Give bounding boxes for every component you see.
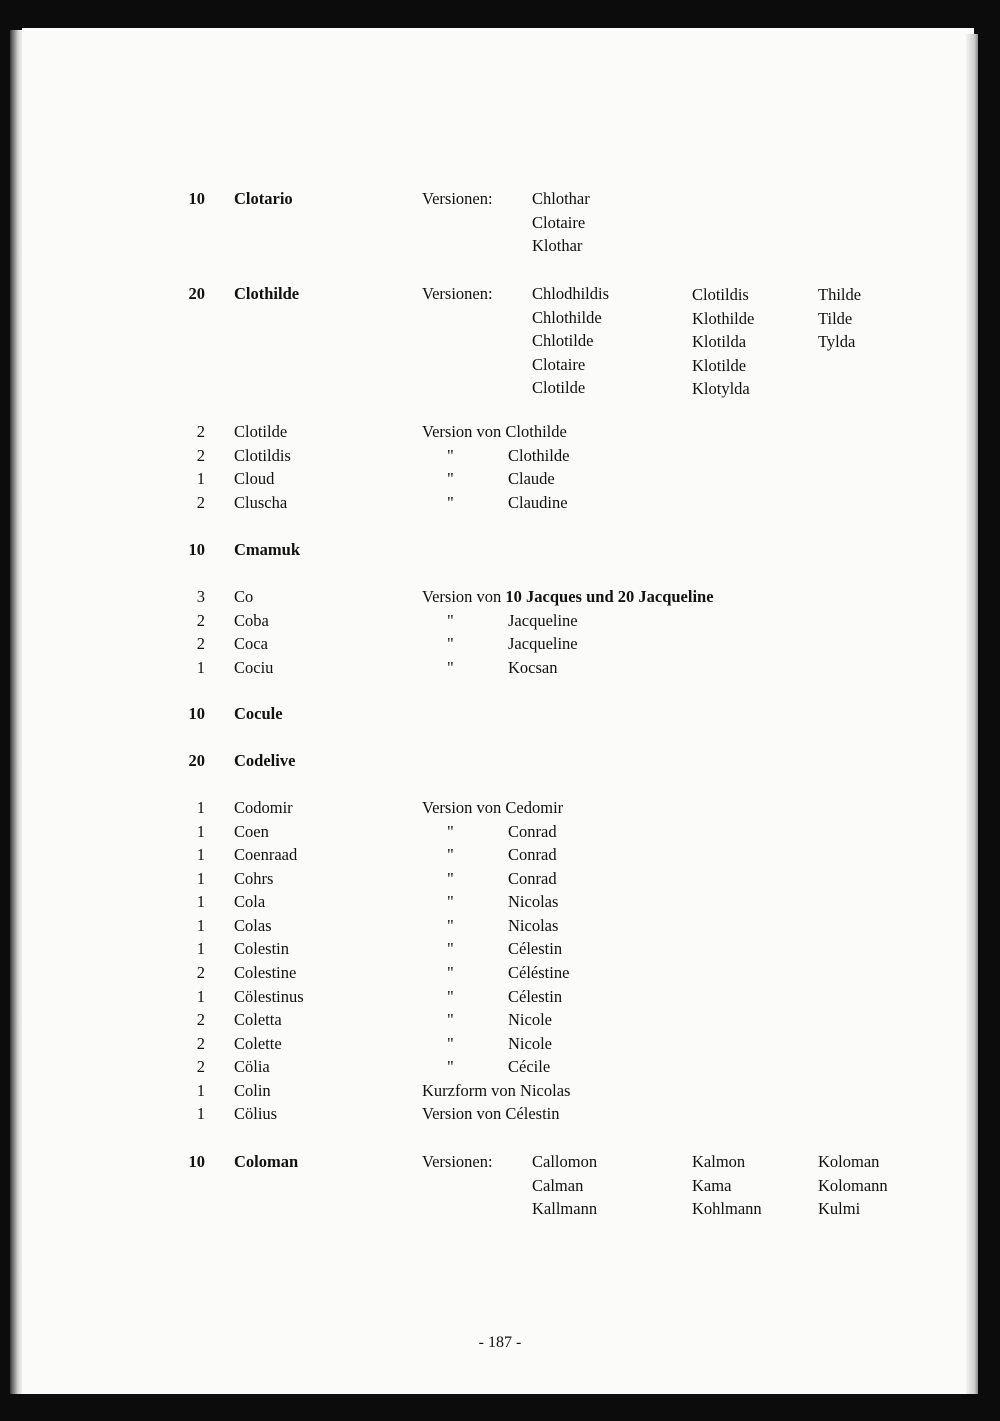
version-target: Jacqueline xyxy=(508,634,578,653)
entry-name: Cmamuk xyxy=(234,540,301,559)
page-edge-right xyxy=(966,34,978,1394)
variant-name: Klotylda xyxy=(692,379,750,398)
variant-name: Calman xyxy=(532,1175,584,1195)
entry-count: 1 xyxy=(196,869,205,888)
variant-name: Koloman xyxy=(818,1152,880,1171)
entry-name: Colestine xyxy=(234,963,297,982)
variant-name: Klothilde xyxy=(692,308,755,328)
variant-name: Clotaire xyxy=(532,212,586,232)
entry-name: Cohrs xyxy=(234,869,274,888)
entry-count: 10 xyxy=(188,540,205,559)
entry-count: 20 xyxy=(188,284,205,303)
variant-name: Clotaire xyxy=(532,354,586,374)
entry-name: Colin xyxy=(234,1081,271,1100)
entry-count: 2 xyxy=(196,1010,205,1029)
ditto-mark: " xyxy=(447,916,454,935)
entry-count: 1 xyxy=(196,798,205,817)
ditto-mark: " xyxy=(447,1034,454,1053)
variant-name: Klothar xyxy=(532,236,583,255)
entry-note: Version von Célestin xyxy=(422,1104,560,1123)
version-target: Conrad xyxy=(508,822,557,841)
entry-name: Codomir xyxy=(234,798,293,817)
entry-name: Cola xyxy=(234,892,266,911)
entry-name: Coenraad xyxy=(234,845,298,864)
variant-name: Kama xyxy=(692,1175,732,1195)
entry-note-prefix: Version von xyxy=(422,587,506,606)
entry-note: Version von Cedomir xyxy=(422,798,564,817)
versions-label: Versionen: xyxy=(422,1152,493,1171)
entry-name: Cölestinus xyxy=(234,987,304,1006)
version-target: Nicolas xyxy=(508,892,559,911)
variant-name: Klotilda xyxy=(692,332,747,351)
version-target: Célestin xyxy=(508,939,563,958)
entry-count: 1 xyxy=(196,658,205,677)
variant-name: Kolomann xyxy=(818,1175,888,1195)
version-target: Célestin xyxy=(508,987,563,1006)
entry-name: Cociu xyxy=(234,658,274,677)
version-target: Claudine xyxy=(508,493,568,512)
entry-name: Coloman xyxy=(234,1152,299,1171)
version-target: Conrad xyxy=(508,845,557,864)
variant-name: Chlodhildis xyxy=(532,284,610,303)
ditto-mark: " xyxy=(447,1057,454,1076)
variant-name: Callomon xyxy=(532,1152,598,1171)
entry-count: 1 xyxy=(196,469,205,488)
version-target: Jacqueline xyxy=(508,611,578,630)
variant-name: Clotilde xyxy=(532,378,586,397)
entry-count: 2 xyxy=(196,446,205,465)
entry-count: 2 xyxy=(196,634,205,653)
ditto-mark: " xyxy=(447,892,454,911)
entry-name: Colette xyxy=(234,1034,282,1053)
entry-count: 1 xyxy=(196,892,205,911)
variant-name: Thilde xyxy=(818,285,862,304)
ditto-mark: " xyxy=(447,845,454,864)
entry-count: 1 xyxy=(196,987,205,1006)
entry-count: 1 xyxy=(196,822,205,841)
entry-name: Coen xyxy=(234,822,269,841)
version-target: Nicole xyxy=(508,1034,552,1053)
variant-name: Kalmon xyxy=(692,1152,746,1171)
variant-name: Tylda xyxy=(818,332,856,351)
entry-count: 2 xyxy=(196,963,205,982)
ditto-mark: " xyxy=(447,869,454,888)
ditto-mark: " xyxy=(447,611,454,630)
entry-count: 1 xyxy=(196,1081,205,1100)
entry-count: 1 xyxy=(196,939,205,958)
variant-name: Chlotilde xyxy=(532,331,594,350)
entry-name: Colas xyxy=(234,916,272,935)
entry-name: Coletta xyxy=(234,1010,282,1029)
versions-label: Versionen: xyxy=(422,189,493,208)
version-target: Claude xyxy=(508,469,555,488)
entry-count: 3 xyxy=(196,587,205,606)
variant-name: Kallmann xyxy=(532,1199,598,1218)
ditto-mark: " xyxy=(447,658,454,677)
entry-count: 2 xyxy=(196,611,205,630)
entry-note-reference: 10 Jacques und 20 Jacqueline xyxy=(505,587,714,606)
entry-name: Colestin xyxy=(234,939,290,958)
entry-count: 2 xyxy=(196,1057,205,1076)
version-target: Céléstine xyxy=(508,963,570,982)
variant-name: Chlothilde xyxy=(532,307,602,327)
entry-name: Cluscha xyxy=(234,493,288,512)
ditto-mark: " xyxy=(447,446,454,465)
versions-label: Versionen: xyxy=(422,284,493,303)
entry-name: Cölia xyxy=(234,1057,270,1076)
variant-name: Kohlmann xyxy=(692,1199,762,1218)
entry-count: 1 xyxy=(196,916,205,935)
variant-name: Tilde xyxy=(818,308,853,328)
entry-note: Kurzform von Nicolas xyxy=(422,1081,571,1100)
entry-note: Version von Clothilde xyxy=(422,422,567,441)
version-target: Kocsan xyxy=(508,658,558,677)
entry-name: Co xyxy=(234,587,254,606)
entry-name: Clothilde xyxy=(234,284,300,303)
ditto-mark: " xyxy=(447,963,454,982)
entry-name: Codelive xyxy=(234,751,296,770)
ditto-mark: " xyxy=(447,634,454,653)
variant-name: Chlothar xyxy=(532,189,590,208)
ditto-mark: " xyxy=(447,1010,454,1029)
version-target: Nicole xyxy=(508,1010,552,1029)
entry-note xyxy=(422,585,714,609)
entry-count: 1 xyxy=(196,845,205,864)
version-target: Nicolas xyxy=(508,916,559,935)
ditto-mark: " xyxy=(447,987,454,1006)
ditto-mark: " xyxy=(447,493,454,512)
page-number: - 187 - xyxy=(478,1334,522,1351)
ditto-mark: " xyxy=(447,469,454,488)
entry-name: Coca xyxy=(234,634,268,653)
entry-name: Cloud xyxy=(234,469,275,488)
entry-count: 2 xyxy=(196,493,205,512)
ditto-mark: " xyxy=(447,939,454,958)
variant-name: Kulmi xyxy=(818,1199,861,1218)
version-target: Cécile xyxy=(508,1057,551,1076)
variant-name: Klotilde xyxy=(692,355,747,375)
entry-count: 2 xyxy=(196,422,205,441)
entry-count: 10 xyxy=(188,704,205,723)
version-target: Clothilde xyxy=(508,446,570,465)
entry-count: 20 xyxy=(188,751,205,770)
entry-name: Clotildis xyxy=(234,446,291,465)
entry-name: Clotario xyxy=(234,189,293,208)
entry-count: 1 xyxy=(196,1104,205,1123)
entry-count: 10 xyxy=(188,1152,205,1171)
entry-count: 2 xyxy=(196,1034,205,1053)
ditto-mark: " xyxy=(447,822,454,841)
entry-name: Clotilde xyxy=(234,422,288,441)
version-target: Conrad xyxy=(508,869,557,888)
entry-name: Cölius xyxy=(234,1104,278,1123)
variant-name: Clotildis xyxy=(692,285,749,304)
entry-name: Cocule xyxy=(234,704,283,723)
entry-name: Coba xyxy=(234,611,269,630)
entry-count: 10 xyxy=(188,189,205,208)
